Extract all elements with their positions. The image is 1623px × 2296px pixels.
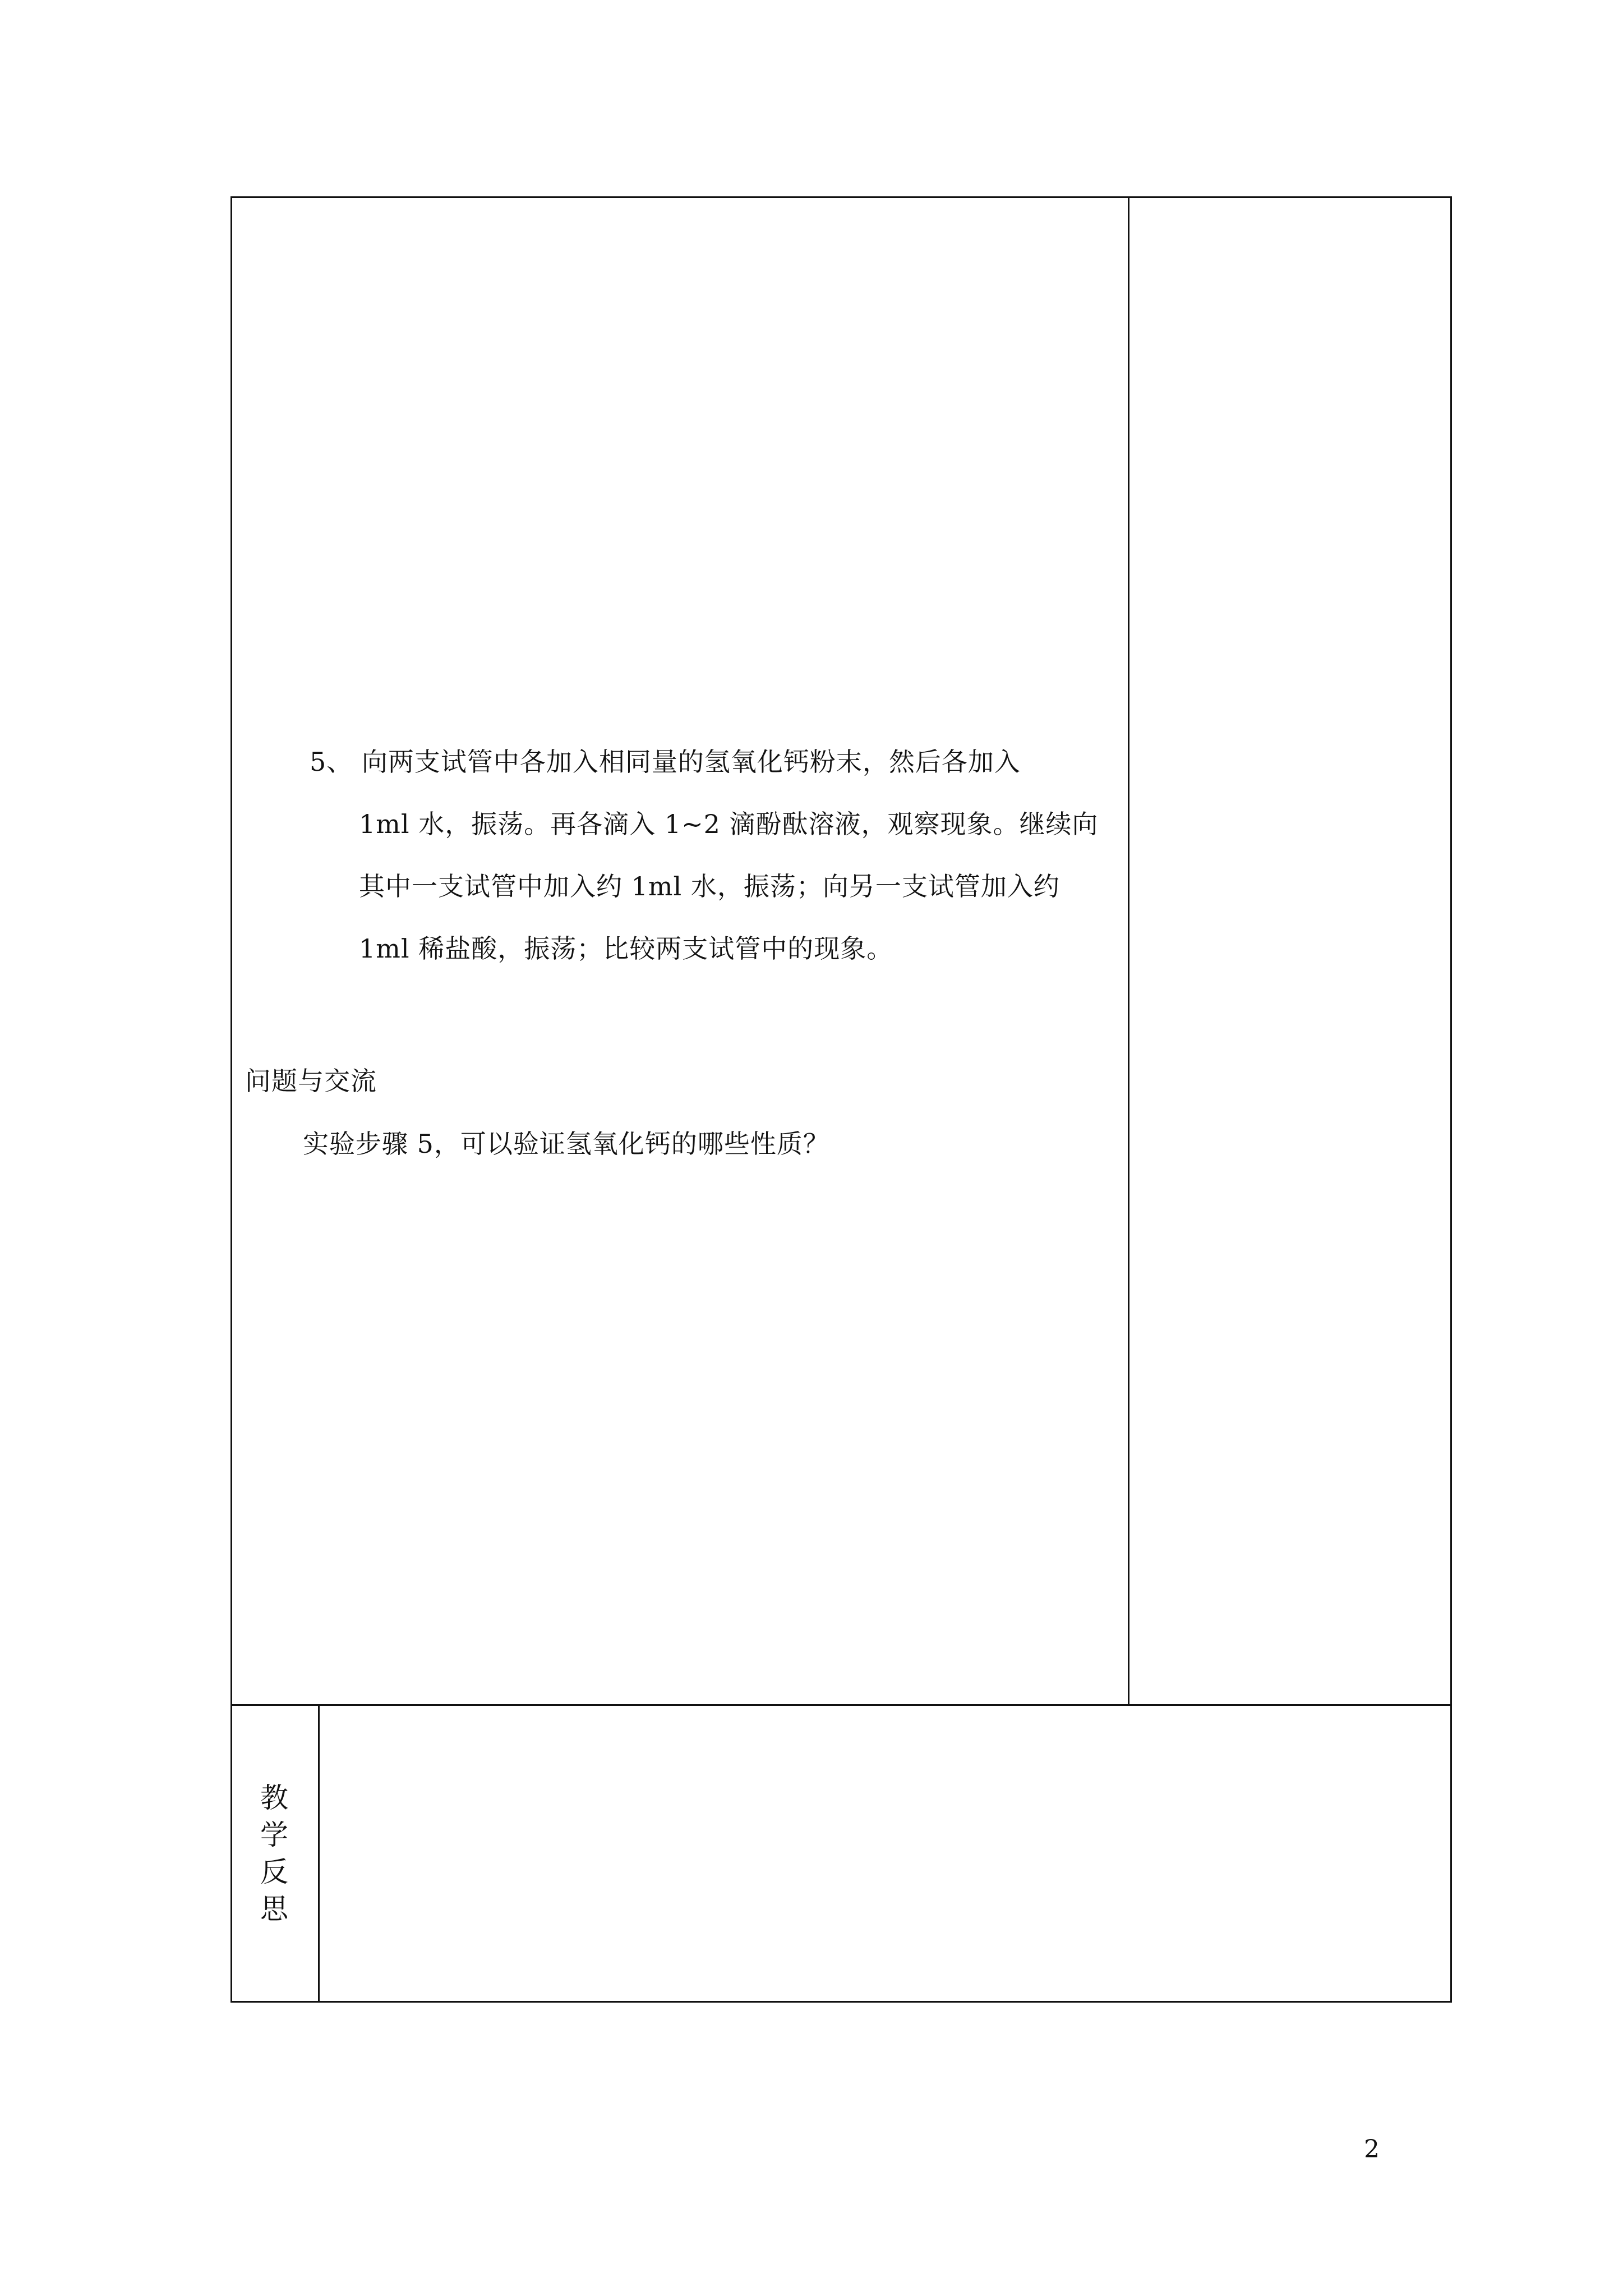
reflection-row-divider <box>230 1704 1452 1706</box>
side-column-divider <box>1128 196 1129 1705</box>
step5-line-2: 1ml 水，振荡。再各滴入 1~2 滴酚酞溶液，观察现象。继续向 <box>359 809 1099 839</box>
reflection-label-char: 学 <box>260 1819 288 1851</box>
reflection-label-char: 思 <box>260 1893 288 1925</box>
step5-line-1: 5、 向两支试管中各加入相同量的氢氧化钙粉末，然后各加入 <box>310 747 1021 777</box>
page-number: 2 <box>1364 2135 1380 2164</box>
table-outer-border <box>230 196 1452 2003</box>
reflection-label-divider <box>318 1704 320 2003</box>
reflection-label-char: 教 <box>260 1782 288 1814</box>
step5-line-3: 其中一支试管中加入约 1ml 水，振荡；向另一支试管加入约 <box>359 871 1060 901</box>
discussion-heading: 问题与交流 <box>245 1066 377 1096</box>
discussion-question: 实验步骤 5，可以验证氢氧化钙的哪些性质？ <box>303 1129 829 1159</box>
step5-line-4: 1ml 稀盐酸，振荡；比较两支试管中的现象。 <box>359 933 893 964</box>
reflection-label-char: 反 <box>260 1856 288 1888</box>
reflection-label <box>257 1779 291 1927</box>
